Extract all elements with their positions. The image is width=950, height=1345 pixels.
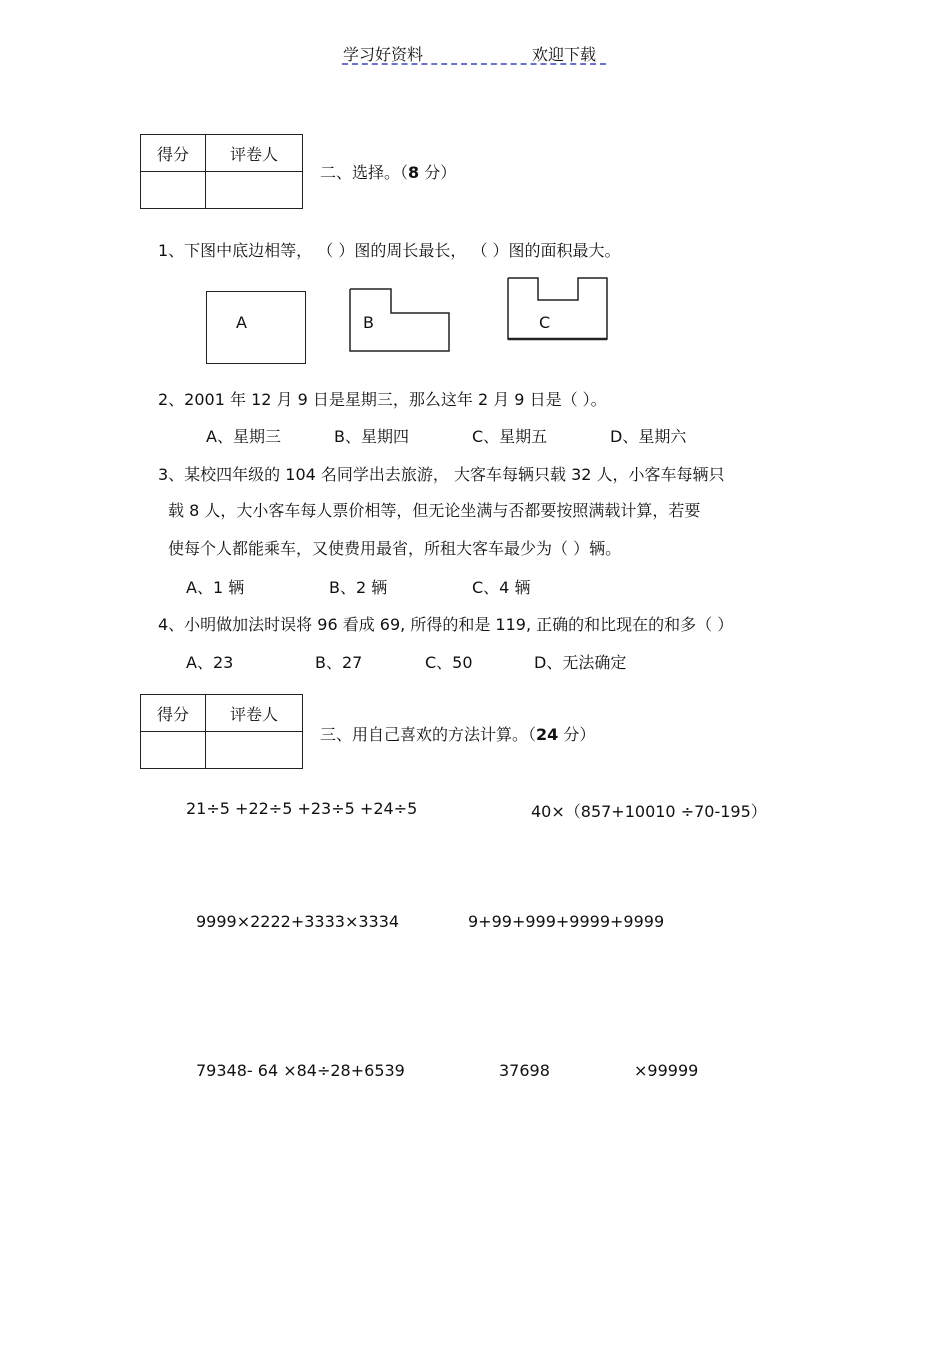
section2-title: 二、选择。（8 分）: [320, 163, 457, 182]
grader-label: 评卷人: [206, 135, 303, 172]
question-3-line3: 使每个人都能乘车，又使费用最省，所租大客车最少为（ ）辆。: [168, 539, 622, 558]
q4-option-d: D、无法确定: [534, 653, 627, 672]
question-3-line2: 载 8 人，大小客车每人票价相等，但无论坐满与否都要按照满载计算，若要: [168, 501, 701, 520]
expression-4: 9+99+999+9999+9999: [468, 912, 665, 931]
question-4-text: 4、小明做加法时误将 96 看成 69, 所得的和是 119, 正确的和比现在的和多（ ）: [158, 615, 734, 634]
expression-6-left: 37698: [499, 1061, 550, 1080]
section3-title: 三、用自己喜欢的方法计算。（24 分）: [320, 725, 596, 744]
expression-6-right: ×99999: [634, 1061, 699, 1080]
q2-option-c: C、星期五: [472, 427, 548, 446]
shape-c-notched-rectangle: [507, 277, 609, 341]
score-cell[interactable]: [141, 172, 206, 209]
header-dashed-rule: [342, 63, 606, 65]
q2-option-a: A、星期三: [206, 427, 281, 446]
expression-2: 40×（857+10010 ÷70-195）: [531, 802, 767, 821]
section2-points: 8: [408, 163, 420, 182]
score-table-section3: [140, 694, 303, 769]
score-label: 得分: [141, 695, 206, 732]
shape-c-label: C: [539, 313, 551, 332]
q3-option-c: C、4 辆: [472, 578, 531, 597]
q3-option-a: A、1 辆: [186, 578, 245, 597]
score-table-section2: [140, 134, 303, 209]
score-cell[interactable]: [141, 732, 206, 769]
grader-cell[interactable]: [206, 732, 303, 769]
grader-cell[interactable]: [206, 172, 303, 209]
header-left: 学习好资料: [343, 45, 424, 64]
header-right: 欢迎下载: [532, 45, 597, 64]
shape-a-label: A: [236, 313, 247, 332]
shape-a-rectangle: [206, 291, 306, 364]
q4-option-b: B、27: [315, 653, 363, 672]
question-3-line1: 3、某校四年级的 104 名同学出去旅游， 大客车每辆只载 32 人，小客车每辆只: [158, 465, 725, 484]
expression-3: 9999×2222+3333×3334: [196, 912, 400, 931]
question-1-text: 1、下图中底边相等， （ ）图的周长最长， （ ）图的面积最大。: [158, 241, 621, 260]
q2-option-d: D、星期六: [610, 427, 687, 446]
expression-1: 21÷5 +22÷5 +23÷5 +24÷5: [186, 799, 418, 818]
score-label: 得分: [141, 135, 206, 172]
expression-5: 79348- 64 ×84÷28+6539: [196, 1061, 405, 1080]
q4-option-a: A、23: [186, 653, 234, 672]
shape-b-label: B: [363, 313, 374, 332]
question-2-text: 2、2001 年 12 月 9 日是星期三，那么这年 2 月 9 日是（ ）。: [158, 390, 607, 409]
q2-option-b: B、星期四: [334, 427, 409, 446]
q3-option-b: B、2 辆: [329, 578, 388, 597]
grader-label: 评卷人: [206, 695, 303, 732]
section3-points: 24: [536, 725, 559, 744]
q4-option-c: C、50: [425, 653, 473, 672]
